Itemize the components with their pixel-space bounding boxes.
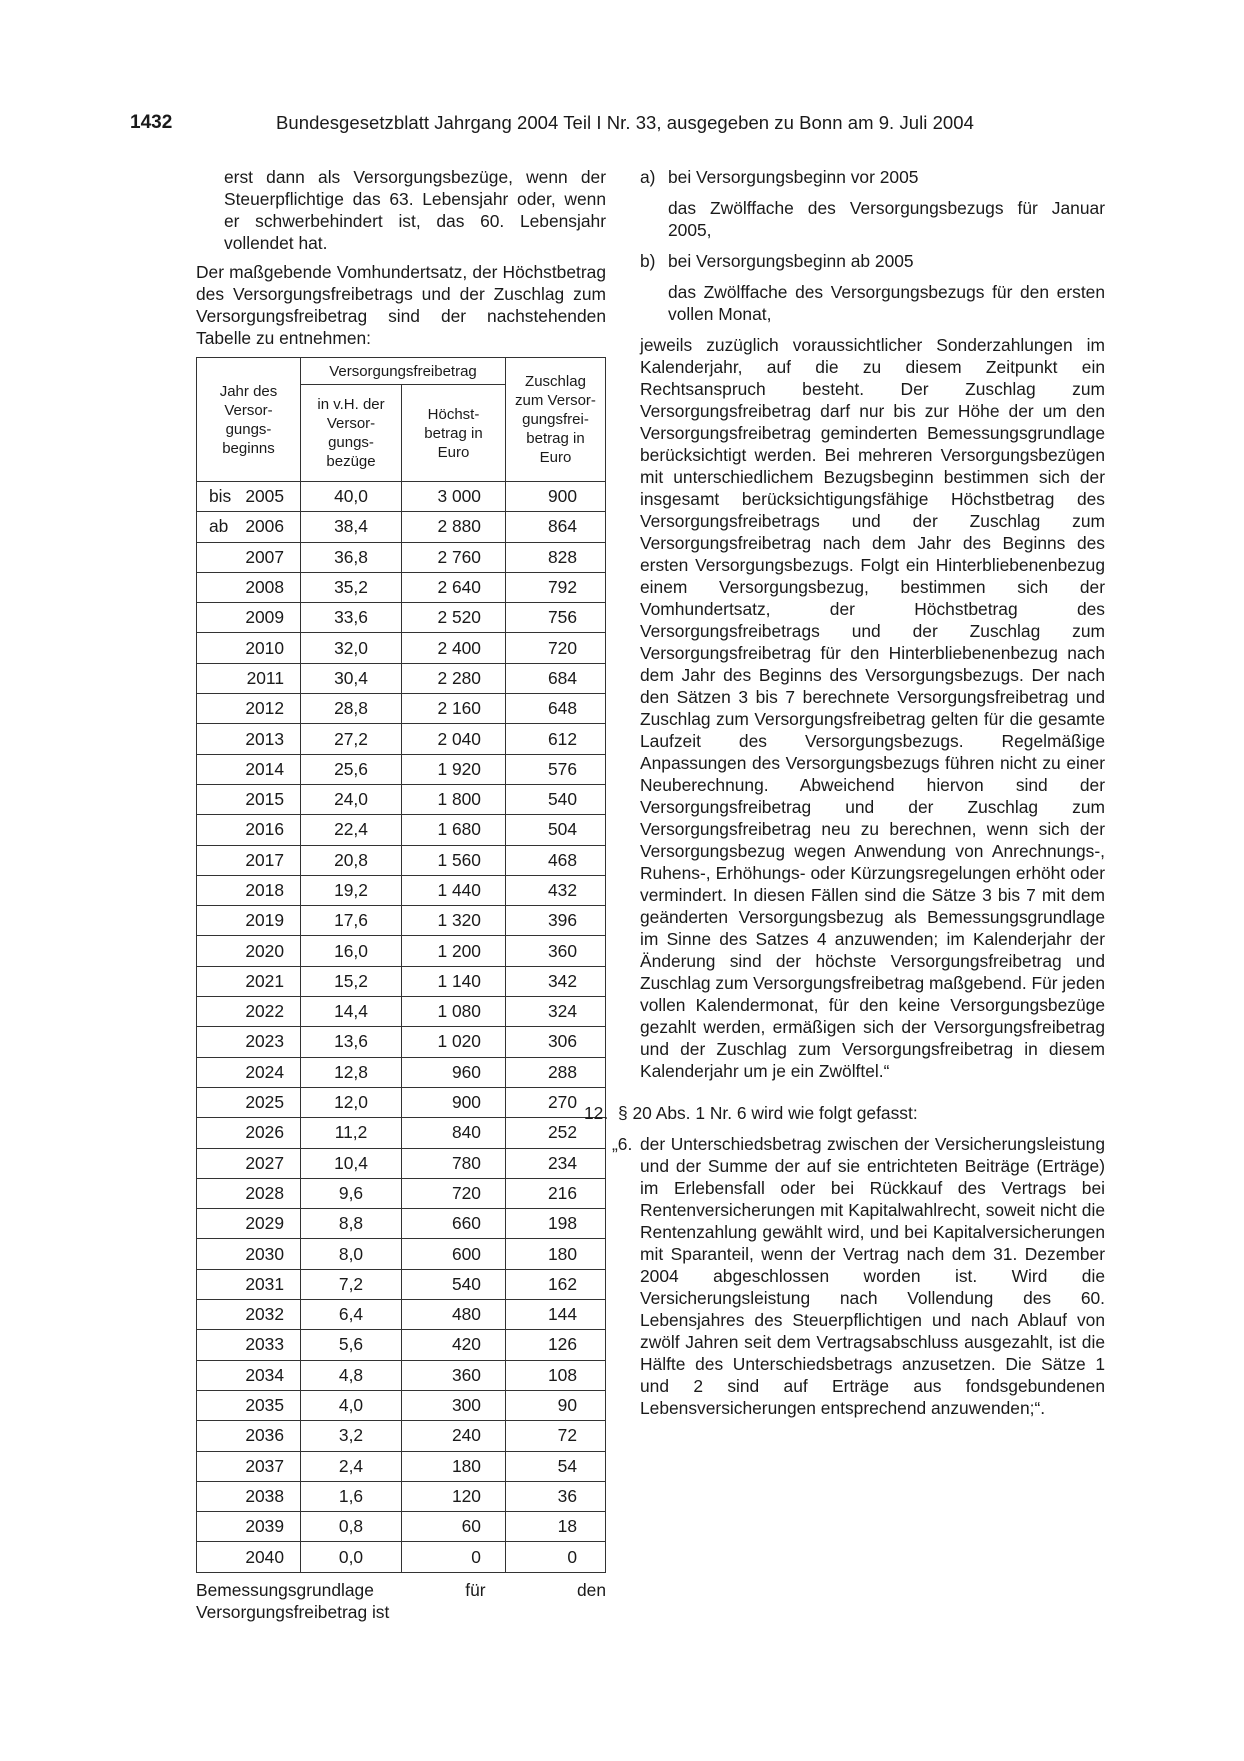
item-6 [612,1133,1105,1419]
cell-max: 720 [402,1178,506,1208]
cell-max: 2 760 [402,542,506,572]
cell-percent: 19,2 [301,875,402,905]
cell-zuschlag: 396 [505,906,605,936]
cell-max: 1 200 [402,936,506,966]
header-year: Jahr des Versor- gungs- beginns [197,358,301,482]
cell-year-value: 2035 [245,1395,284,1416]
cell-year [197,1390,301,1420]
cell-percent: 27,2 [301,724,402,754]
cell-max: 2 400 [402,633,506,663]
cell-year-value: 2031 [245,1273,284,1294]
cell-year [197,1300,301,1330]
cell-year [197,482,301,512]
cell-max: 600 [402,1239,506,1269]
cell-percent: 1,6 [301,1481,402,1511]
cell-percent: 12,8 [301,1057,402,1087]
cell-zuschlag: 684 [505,663,605,693]
cell-year-value: 2037 [245,1455,284,1476]
cell-percent: 22,4 [301,815,402,845]
cell-year-value: 2013 [245,728,284,749]
cell-zuschlag: 270 [505,1087,605,1117]
item-6-label: „6. [612,1134,633,1154]
cell-max: 660 [402,1209,506,1239]
cell-zuschlag: 36 [505,1481,605,1511]
cell-year-value: 2019 [245,910,284,931]
cell-percent: 40,0 [301,482,402,512]
cell-year [197,1118,301,1148]
cell-year [197,1178,301,1208]
cell-year [197,1512,301,1542]
cell-year-value: 2028 [245,1182,284,1203]
cell-year [197,1421,301,1451]
page-header [130,112,1120,138]
page-number: 1432 [130,112,173,133]
item-12-label: 12. [584,1103,609,1123]
table-row [197,1118,606,1148]
table-row [197,1178,606,1208]
cell-percent: 28,8 [301,694,402,724]
cell-zuschlag: 576 [505,754,605,784]
table-row [197,1148,606,1178]
cell-year [197,936,301,966]
cell-year-value: 2021 [245,970,284,991]
cell-max: 300 [402,1390,506,1420]
table-row [197,1027,606,1057]
left-column [196,166,606,1623]
table-row [197,1451,606,1481]
table-body [197,482,606,1573]
cell-year-value: 2020 [245,940,284,961]
cell-max: 1 020 [402,1027,506,1057]
cell-max: 1 920 [402,754,506,784]
cell-zuschlag: 18 [505,1512,605,1542]
table-row [197,1512,606,1542]
cell-percent: 38,4 [301,512,402,542]
cell-percent: 15,2 [301,966,402,996]
cell-year [197,997,301,1027]
cell-max: 1 800 [402,784,506,814]
cell-year [197,1148,301,1178]
cell-zuschlag: 612 [505,724,605,754]
cell-year-value: 2038 [245,1485,284,1506]
cell-year-value: 2023 [245,1031,284,1052]
cell-year [197,1027,301,1057]
cell-year-value: 2025 [245,1092,284,1113]
item-b-sub: das Zwölffache des Versorgungsbezugs für den ersten vollen Monat, [668,282,1105,324]
cell-percent: 16,0 [301,936,402,966]
cell-percent: 6,4 [301,1300,402,1330]
header-group: Versorgungsfreibetrag [301,358,506,385]
table-row [197,633,606,663]
cell-year-value: 2022 [245,1001,284,1022]
cell-year-value: 2012 [245,698,284,719]
cell-year [197,1057,301,1087]
cell-year [197,1330,301,1360]
cell-max: 60 [402,1512,506,1542]
cell-zuschlag: 0 [505,1542,605,1572]
table-row [197,1481,606,1511]
item-a-label: a) [640,167,656,187]
cell-year-value: 2007 [245,546,284,567]
cell-year [197,1209,301,1239]
cell-zuschlag: 252 [505,1118,605,1148]
cell-year [197,754,301,784]
right-column [584,166,1105,1419]
cell-percent: 25,6 [301,754,402,784]
table-row [197,1057,606,1087]
cell-max: 180 [402,1451,506,1481]
cell-max: 1 140 [402,966,506,996]
cell-percent: 4,0 [301,1390,402,1420]
cell-year-value: 2006 [245,516,284,537]
table-intro-paragraph: Der maßgebende Vomhundertsatz, der Höchstbetrag des Versorgungsfreibetrags und der Zuschlag zum Versorgungsfreibetrag sind der nachstehenden Tabelle zu entnehmen: [196,262,606,348]
cell-percent: 2,4 [301,1451,402,1481]
header-percent: in v.H. der Versor- gungs- bezüge [301,385,402,482]
cell-year [197,1481,301,1511]
cell-percent: 5,6 [301,1330,402,1360]
cell-year [197,875,301,905]
cell-max: 2 160 [402,694,506,724]
cell-year [197,572,301,602]
cell-year-value: 2009 [245,607,284,628]
cell-zuschlag: 828 [505,542,605,572]
cell-percent: 3,2 [301,1421,402,1451]
cell-max: 480 [402,1300,506,1330]
item-a [640,166,1105,188]
cell-zuschlag: 360 [505,936,605,966]
cell-year [197,845,301,875]
cell-year [197,1087,301,1117]
cell-percent: 0,0 [301,1542,402,1572]
table-row [197,603,606,633]
cell-max: 2 520 [402,603,506,633]
versorgungsfreibetrag-table [196,357,606,1573]
cell-zuschlag: 900 [505,482,605,512]
table-row [197,1209,606,1239]
cell-year-value: 2030 [245,1243,284,1264]
cell-year [197,633,301,663]
cell-zuschlag: 72 [505,1421,605,1451]
cell-max: 540 [402,1269,506,1299]
cell-year-value: 2027 [245,1152,284,1173]
cell-year [197,815,301,845]
cell-year-value: 2039 [245,1516,284,1537]
cell-year-value: 2034 [245,1364,284,1385]
item-12 [584,1102,1105,1124]
cell-year-value: 2005 [245,486,284,507]
table-row [197,1330,606,1360]
cell-percent: 14,4 [301,997,402,1027]
item-b-text: bei Versorgungsbeginn ab 2005 [668,251,914,271]
cell-max: 240 [402,1421,506,1451]
table-row [197,663,606,693]
table-row [197,1087,606,1117]
table-row [197,724,606,754]
table-row [197,1390,606,1420]
cell-year [197,724,301,754]
cell-max: 420 [402,1330,506,1360]
cell-year [197,512,301,542]
cell-max: 360 [402,1360,506,1390]
cell-year-value: 2040 [245,1546,284,1567]
cell-percent: 33,6 [301,603,402,633]
cell-max: 0 [402,1542,506,1572]
cell-zuschlag: 162 [505,1269,605,1299]
cell-max: 2 280 [402,663,506,693]
table-row [197,1542,606,1572]
cell-zuschlag: 504 [505,815,605,845]
cell-percent: 32,0 [301,633,402,663]
cell-max: 2 040 [402,724,506,754]
table-row [197,966,606,996]
table-row [197,1269,606,1299]
item-6-text: der Unterschiedsbetrag zwischen der Versicherungsleistung und der Summe der auf sie entrichteten Beiträge (Erträge) im Erlebensfall oder bei Rückkauf des Vertrags bei Rentenversicherungen mit Kapitalwahlrecht, soweit nicht die Rentenzahlung gewählt wird, und bei Kapitalversicherungen mit Sparanteil, wenn der Vertrag nach dem 31. Dezember 2004 abgeschlossen worden ist. Wird die Versicherungsleistung nach Vollendung des 60. Lebensjahres des Steuerpflichtigen und nach Ablauf von zwölf Jahren seit dem Vertragsabschluss ausgezahlt, ist die Hälfte des Unterschiedsbetrags anzusetzen. Die Sätze 1 und 2 sind auf Erträge aus fondsgebundenen Lebensversicherungen entsprechend anzuwenden;“. [640,1134,1105,1418]
cell-percent: 24,0 [301,784,402,814]
cell-percent: 4,8 [301,1360,402,1390]
table-row [197,1239,606,1269]
cell-max: 1 320 [402,906,506,936]
cell-percent: 35,2 [301,572,402,602]
cell-zuschlag: 540 [505,784,605,814]
cell-year-value: 2008 [245,577,284,598]
cell-year [197,603,301,633]
item-a-sub: das Zwölffache des Versorgungsbezugs für Januar 2005, [668,198,1105,240]
cell-zuschlag: 468 [505,845,605,875]
header-max: Höchst- betrag in Euro [402,385,506,482]
cell-year-value: 2017 [245,849,284,870]
cell-zuschlag: 108 [505,1360,605,1390]
table-row [197,1300,606,1330]
cell-year [197,542,301,572]
cell-max: 1 080 [402,997,506,1027]
intro-indented-paragraph: erst dann als Versorgungsbezüge, wenn der Steuerpflichtige das 63. Lebensjahr oder, wenn er schwerbehindert ist, das 60. Lebensjahr vollendet hat. [224,167,606,253]
cell-year [197,966,301,996]
cell-zuschlag: 126 [505,1330,605,1360]
cell-zuschlag: 198 [505,1209,605,1239]
cell-max: 2 640 [402,572,506,602]
cell-zuschlag: 792 [505,572,605,602]
cell-percent: 0,8 [301,1512,402,1542]
cell-max: 840 [402,1118,506,1148]
cell-year-value: 2026 [245,1122,284,1143]
cell-percent: 30,4 [301,663,402,693]
item-12-text: § 20 Abs. 1 Nr. 6 wird wie folgt gefasst: [618,1103,918,1123]
cell-percent: 7,2 [301,1269,402,1299]
table-row [197,906,606,936]
cell-percent: 8,0 [301,1239,402,1269]
cell-year [197,906,301,936]
cell-zuschlag: 756 [505,603,605,633]
cell-zuschlag: 306 [505,1027,605,1057]
running-head: Bundesgesetzblatt Jahrgang 2004 Teil I Nr. 33, ausgegeben zu Bonn am 9. Juli 2004 [276,112,974,133]
cell-year-prefix: ab [209,516,229,537]
cell-year [197,694,301,724]
cell-max: 2 880 [402,512,506,542]
cell-year-value: 2018 [245,880,284,900]
cell-max: 3 000 [402,482,506,512]
cell-year-value: 2024 [245,1061,284,1082]
cell-percent: 10,4 [301,1148,402,1178]
cell-percent: 9,6 [301,1178,402,1208]
table-row [197,572,606,602]
table-row [197,754,606,784]
cell-year-value: 2015 [245,789,284,810]
cell-year [197,784,301,814]
table-row [197,784,606,814]
cell-zuschlag: 342 [505,966,605,996]
table-row [197,997,606,1027]
item-a-text: bei Versorgungsbeginn vor 2005 [668,167,919,187]
table-row [197,936,606,966]
cell-percent: 8,8 [301,1209,402,1239]
cell-max: 1 680 [402,815,506,845]
cell-max: 780 [402,1148,506,1178]
cell-year-value: 2033 [245,1334,284,1355]
cell-zuschlag: 288 [505,1057,605,1087]
item-b [640,250,1105,272]
cell-year [197,1542,301,1572]
header-zuschlag: Zuschlag zum Versor- gungsfrei- betrag in Euro [505,358,605,482]
table-row [197,1360,606,1390]
cell-percent: 11,2 [301,1118,402,1148]
cell-percent: 13,6 [301,1027,402,1057]
cell-year [197,1451,301,1481]
cell-max: 960 [402,1057,506,1087]
item-b-label: b) [640,251,656,271]
cell-year-value: 2016 [245,819,284,840]
cell-year-value: 2014 [245,758,284,779]
cell-zuschlag: 648 [505,694,605,724]
cell-year [197,1360,301,1390]
cell-zuschlag: 216 [505,1178,605,1208]
cell-year [197,1269,301,1299]
cell-year-value: 2032 [245,1304,284,1325]
cell-zuschlag: 864 [505,512,605,542]
cell-max: 1 560 [402,845,506,875]
cell-zuschlag: 324 [505,997,605,1027]
table-row [197,482,606,512]
main-paragraph: jeweils zuzüglich voraussichtlicher Sonderzahlungen im Kalenderjahr, auf die zu diesem Zeitpunkt ein Rechtsanspruch besteht. Der Zuschlag zum Versorgungsfreibetrag darf nur bis zur Höhe der um den Versorgungsfreibetrag geminderten Bemessungsgrundlage berücksichtigt werden. Bei mehreren Versorgungsbezügen mit unterschiedlichem Bezugsbeginn bestimmen sich der insgesamt berücksichtigungsfähige Höchstbetrag des Versorgungsfreibetrags und der Zuschlag zum Versorgungsfreibetrag nach dem Jahr des Beginns des ersten Versorgungsbezugs. Folgt ein Hinterbliebenenbezug einem Versorgungsbezug, bestimmen sich der Vomhundertsatz, der Höchstbetrag des Versorgungsfreibetrags und der Zuschlag zum Versorgungsfreibetrag für den Hinterbliebenenbezug nach dem Jahr des Beginns des Versorgungsbezugs. Der nach den Sätzen 3 bis 7 berechnete Versorgungsfreibetrag und Zuschlag zum Versorgungsfreibetrag gelten für die gesamte Laufzeit des Versorgungsbezugs. Regelmäßige Anpassungen des Versorgungsbezugs führen nicht zu einer Neuberechnung. Abweichend hiervon sind der Versorgungsfreibetrag und der Zuschlag zum Versorgungsfreibetrag neu zu berechnen, wenn sich der Versorgungsbezug wegen Anwendung von Anrechnungs-, Ruhens-, Erhöhungs- oder Kürzungsregelungen erhöht oder vermindert. In diesen Fällen sind die Sätze 3 bis 7 mit dem geänderten Versorgungsbezug als Bemessungsgrundlage im Sinne des Satzes 4 anzuwenden; im Kalenderjahr der Änderung sind der höchste Versorgungsfreibetrag und Zuschlag zum Versorgungsfreibetrag maßgebend. Für jeden vollen Kalendermonat, für den keine Versorgungsbezüge gezahlt werden, ermäßigen sich der Versorgungsfreibetrag und der Zuschlag zum Versorgungsfreibetrag in diesem Kalenderjahr um je ein Zwölftel.“ [640,335,1105,1081]
cell-max: 1 440 [402,875,506,905]
cell-percent: 17,6 [301,906,402,936]
cell-zuschlag: 90 [505,1390,605,1420]
cell-year-value: 2029 [245,1213,284,1234]
table-row [197,694,606,724]
cell-year-prefix: bis [209,486,232,507]
table-row [197,875,606,905]
table-row [197,845,606,875]
after-table-paragraph: Bemessungsgrundlage für den Versorgungsfreibetrag ist [196,1579,606,1622]
cell-zuschlag: 54 [505,1451,605,1481]
table-row [197,512,606,542]
cell-zuschlag: 234 [505,1148,605,1178]
cell-zuschlag: 144 [505,1300,605,1330]
cell-max: 120 [402,1481,506,1511]
table-row [197,542,606,572]
cell-max: 900 [402,1087,506,1117]
cell-zuschlag: 180 [505,1239,605,1269]
cell-year-value: 2011 [246,667,284,688]
cell-percent: 20,8 [301,845,402,875]
cell-zuschlag: 720 [505,633,605,663]
cell-year [197,1239,301,1269]
cell-year [197,663,301,693]
cell-year-value: 2036 [245,1425,284,1446]
cell-percent: 36,8 [301,542,402,572]
table-row [197,815,606,845]
table-row [197,1421,606,1451]
cell-zuschlag: 432 [505,875,605,905]
cell-year-value: 2010 [245,637,284,658]
cell-percent: 12,0 [301,1087,402,1117]
